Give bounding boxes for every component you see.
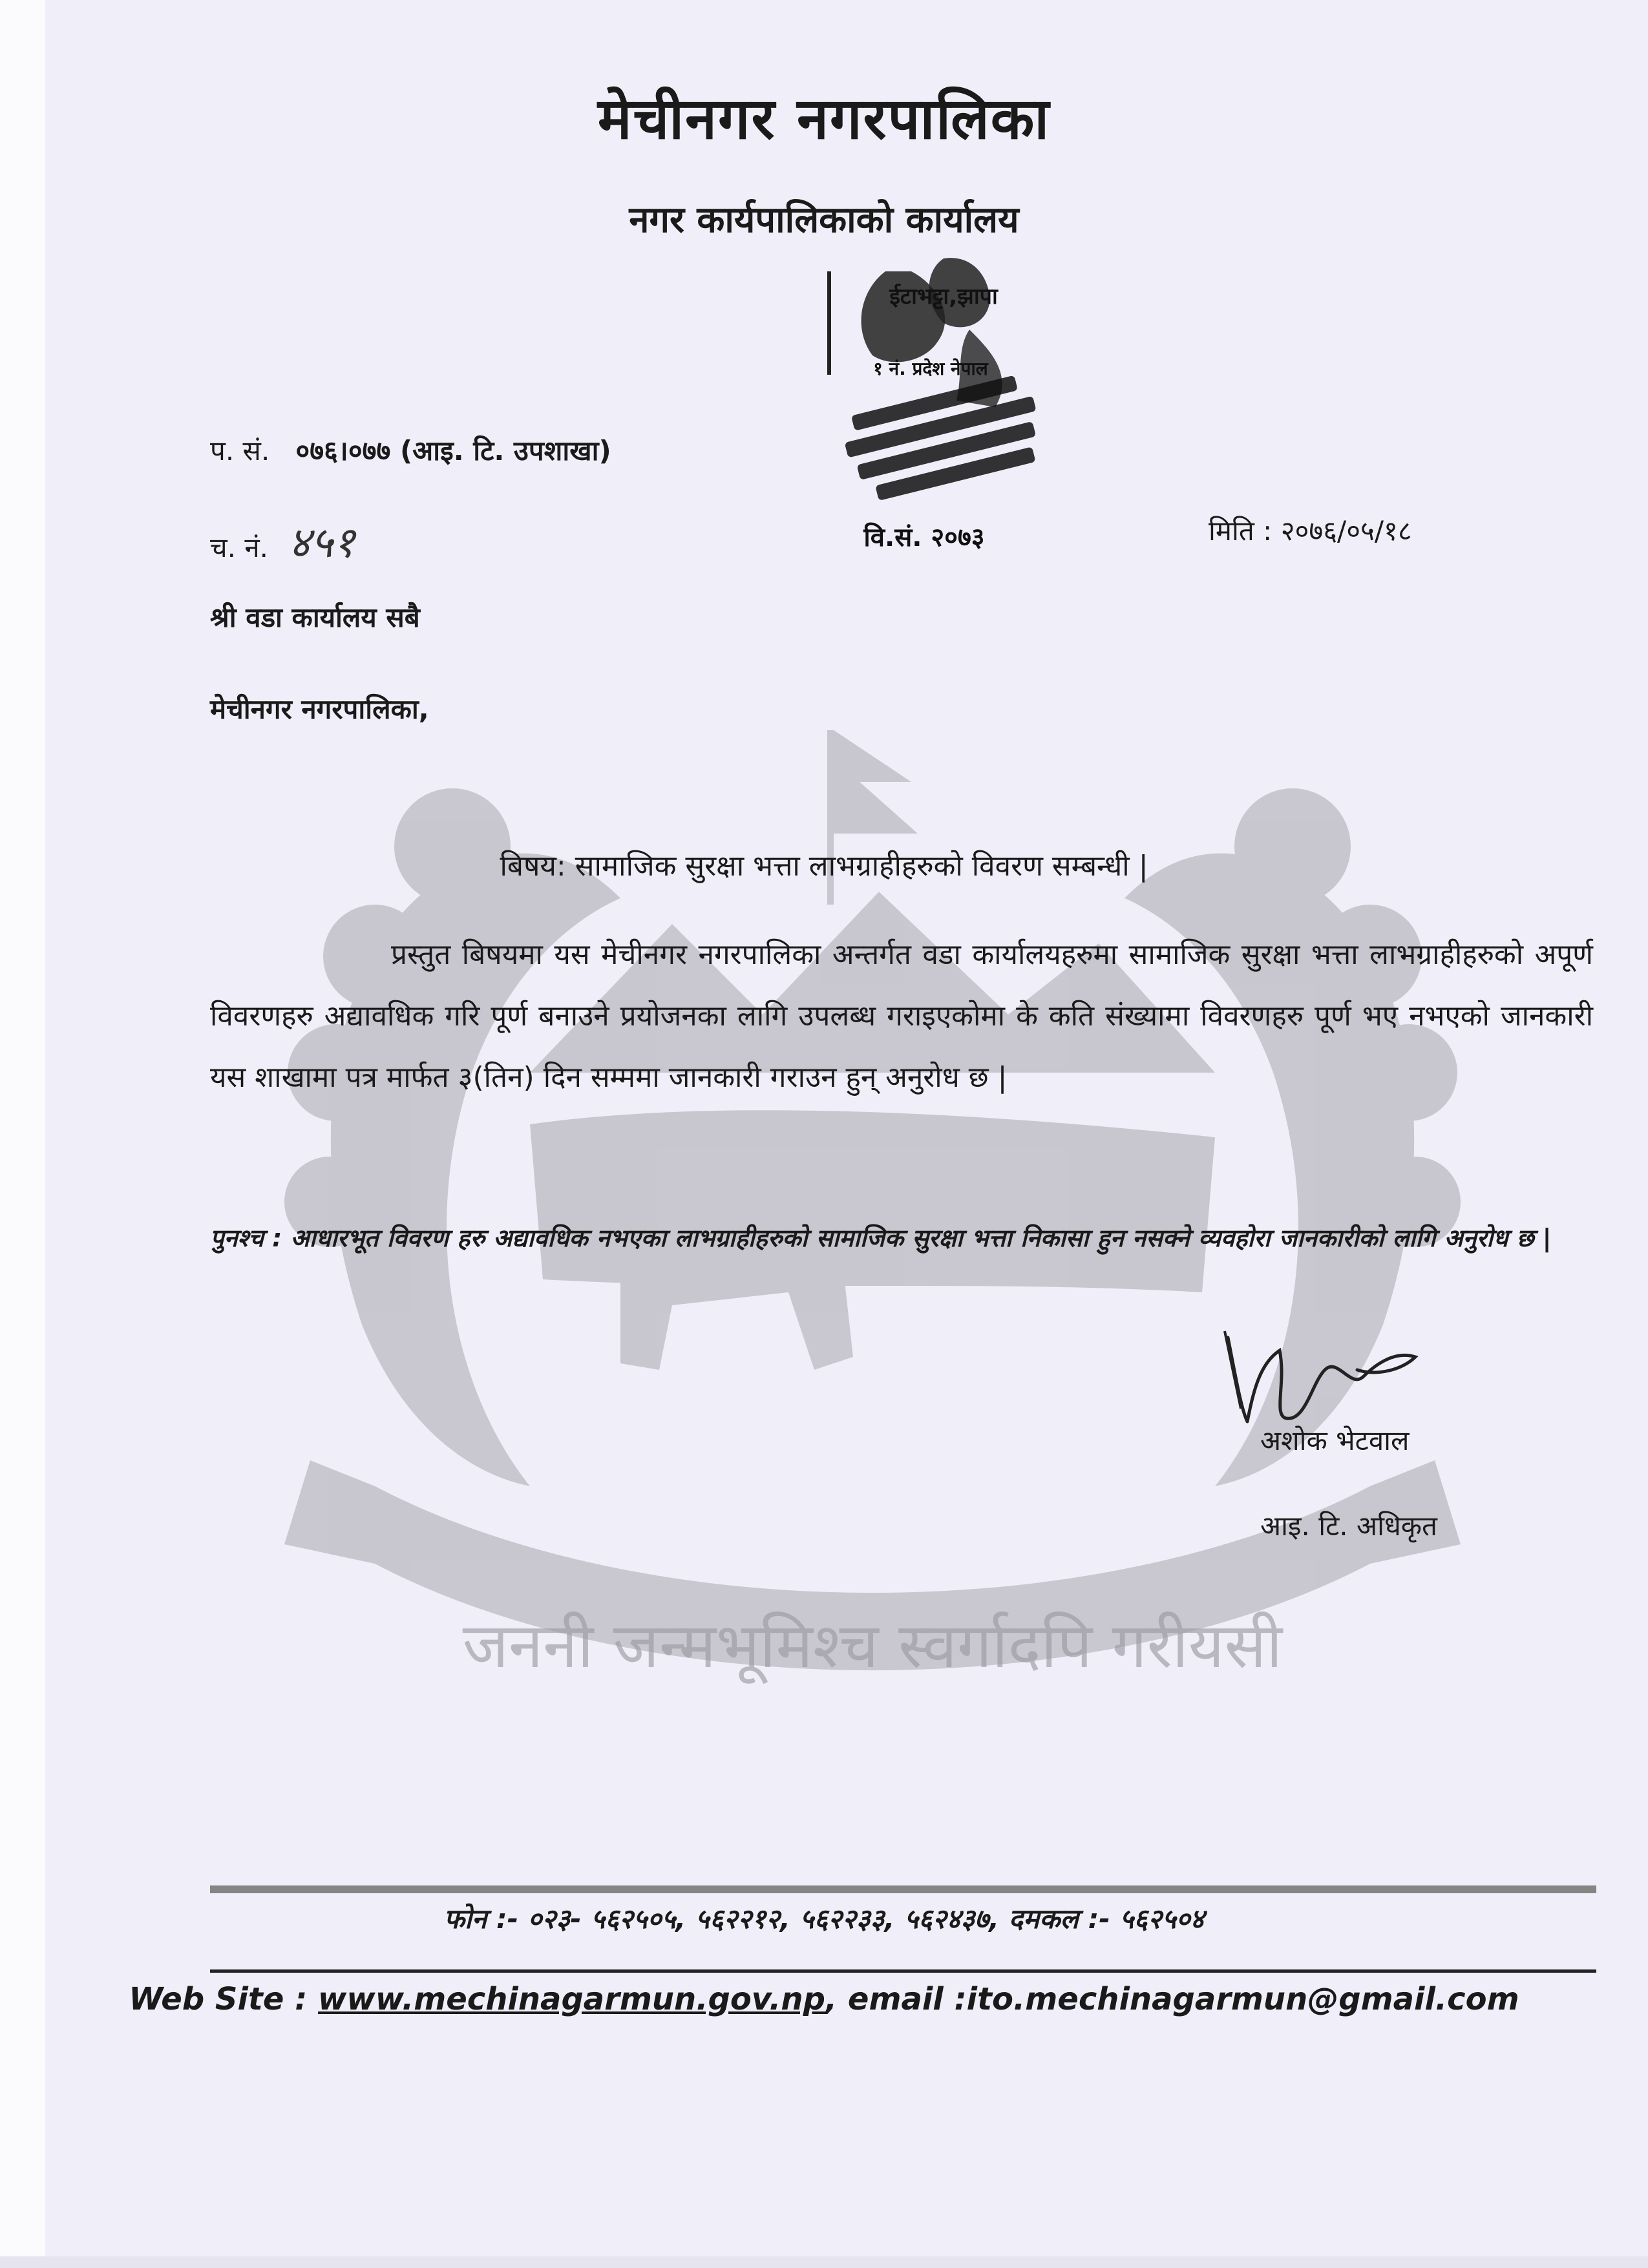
org-name: मेचीनगर नगरपालिका bbox=[597, 85, 1051, 152]
footer-contact bbox=[0, 1981, 1648, 2017]
seal-top-text: ईटाभट्टा,झापा bbox=[889, 284, 998, 310]
seal-province-text: १ नं. प्रदेश नेपाल bbox=[873, 358, 988, 379]
footer-divider-bottom bbox=[210, 1969, 1596, 1973]
scan-edge-bottom bbox=[0, 2256, 1648, 2268]
office-name: नगर कार्यपालिकाको कार्यालय bbox=[629, 199, 1019, 241]
official-seal bbox=[776, 246, 1099, 569]
dispatch-label: च. नं. bbox=[210, 532, 269, 563]
letter-body: प्रस्तुत बिषयमा यस मेचीनगर नगरपालिका अन्तर्गत वडा कार्यालयहरुमा सामाजिक सुरक्षा भत्ता लाभग्राहीहरुको अपूर्ण विवरणहरु अद्यावधिक गरि पूर्ण बनाउने प्रयोजनका लागि उपलब्ध गराइएकोमा के कति संख्यामा विवरणहरु पूर्ण भए नभएको जानकारी यस शाखामा पत्र मार्फत ३(तिन) दिन सम्ममा जानकारी गराउन हुन् अनुरोध छ | bbox=[210, 938, 1593, 1094]
date-value: २०७६/०५/१८ bbox=[1280, 515, 1412, 547]
ref-value: ०७६।०७७ (आइ. टि. उपशाखा) bbox=[295, 435, 611, 467]
letter-date bbox=[1209, 512, 1412, 549]
web-label: Web Site : bbox=[129, 1981, 319, 2017]
dispatch-value-handwritten: ४५१ bbox=[288, 518, 355, 567]
footer-phone: फोन :- ०२३- ५६२५०५, ५६२२१२, ५६२२३३, ५६२४३७, दमकल :- ५६२५०४ bbox=[443, 1903, 1205, 1935]
signatory-title: आइ. टि. अधिकृत bbox=[1260, 1510, 1437, 1542]
addressee-line-2: मेचीनगर नगरपालिका, bbox=[210, 693, 429, 725]
footer-divider-top bbox=[210, 1885, 1596, 1893]
seal-year-text: वि.सं. २०७३ bbox=[863, 523, 985, 552]
dispatch-number bbox=[210, 512, 355, 570]
addressee-line-1: श्री वडा कार्यालय सबै bbox=[210, 602, 420, 633]
letter-subject: बिषय: सामाजिक सुरक्षा भत्ता लाभग्राहीहरुको विवरण सम्बन्धी | bbox=[500, 850, 1148, 883]
letter-postscript: पुनश्च : आधारभूत विवरण हरु अद्यावधिक नभएका लाभग्राहीहरुको सामाजिक सुरक्षा भत्ता निकासा हुन नसक्ने व्यवहोरा जानकारीको लागि अनुरोध छ | bbox=[210, 1224, 1552, 1252]
date-label: मिति : bbox=[1209, 515, 1273, 547]
website-link[interactable]: www.mechinagarmun.gov.np bbox=[318, 1981, 825, 2017]
signatory-name: अशोक भेटवाल bbox=[1260, 1425, 1410, 1456]
watermark-motto: जननी जन्मभूमिश्च स्वर्गादपि गरीयसी bbox=[462, 1610, 1283, 1682]
reference-number bbox=[210, 432, 611, 468]
email-text: , email :ito.mechinagarmun@gmail.com bbox=[825, 1981, 1519, 2017]
ref-label: प. सं. bbox=[210, 435, 270, 467]
